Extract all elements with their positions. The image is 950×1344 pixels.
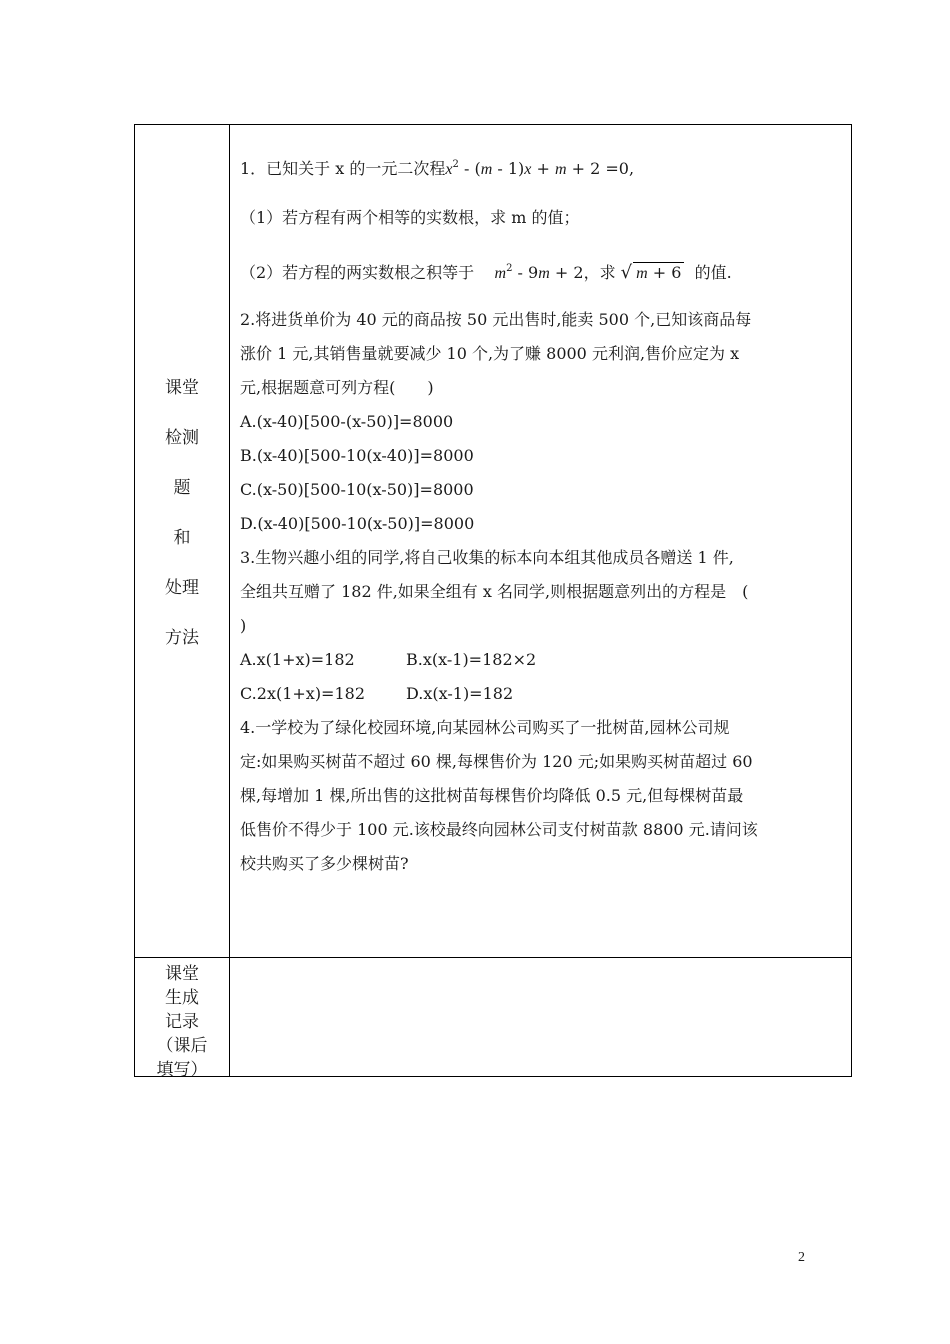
q2-option-d: D.(x-40)[500-10(x-50)]=8000 — [240, 514, 475, 533]
lesson-table — [134, 124, 852, 1080]
label-line: 生成 — [165, 988, 199, 1008]
q1-part2-m2: m — [538, 265, 550, 282]
label-line: 方法 — [165, 628, 199, 648]
q1-part2-m: m — [494, 265, 507, 282]
q1-part2 — [240, 246, 845, 297]
label-cell-check — [135, 125, 230, 958]
record-cell[interactable] — [230, 958, 852, 1077]
q3-options-row1 — [240, 643, 845, 677]
q4-line2: 定:如果购买树苗不超过 60 棵,每棵售价为 120 元;如果购买树苗超过 60 — [240, 752, 753, 771]
label-line: 题 — [173, 478, 191, 498]
q2-line1: 2.将进货单价为 40 元的商品按 50 元出售时,能卖 500 个,已知该商品每 — [240, 310, 752, 329]
q1-part2-mid: ，求 — [583, 263, 616, 282]
q1-part1: （1）若方程有两个相等的实数根，求 m 的值； — [240, 208, 580, 227]
q1-eq-end: + 2 =0, — [566, 159, 635, 178]
q2-option-b: B.(x-40)[500-10(x-40)]=8000 — [240, 446, 474, 465]
label-line: 处理 — [165, 578, 199, 598]
q4-line3: 棵,每增加 1 棵,所出售的这批树苗每棵售价均降低 0.5 元,但每棵树苗最 — [240, 786, 744, 805]
q1-sqrt-m: m — [636, 265, 648, 282]
label-line: 检测 — [165, 428, 199, 448]
q1-intro: 1．已知关于 x 的一元二次程 — [240, 159, 446, 178]
q1-eq-sup: 2 — [452, 159, 459, 170]
sqrt-icon: √ — [620, 262, 633, 283]
q1-stem — [240, 145, 845, 190]
q3-option-c: C.2x(1+x)=182 — [240, 684, 365, 703]
q2-line3: 元,根据题意可列方程( ) — [240, 378, 434, 397]
q1-eq-m2: m — [554, 161, 567, 178]
q3-line3: ) — [240, 616, 247, 635]
q2-option-a: A.(x-40)[500-(x-50)]=8000 — [240, 412, 454, 431]
page-number: 2 — [798, 1250, 805, 1265]
questions-cell — [230, 125, 852, 958]
q1-sqrt — [633, 262, 684, 284]
q1-part2-post: 的值. — [694, 263, 732, 282]
q1-eq-x: x — [445, 161, 453, 178]
q1-eq-mid2: - 1) — [492, 159, 525, 178]
q3-options-row2 — [240, 677, 845, 711]
q2-option-c: C.(x-50)[500-10(x-50)]=8000 — [240, 480, 474, 499]
q1-eq-plus: + — [531, 159, 555, 178]
label-line: 和 — [173, 528, 191, 548]
q3-line2: 全组共互赠了 182 件,如果全组有 x 名同学,则根据题意列出的方程是 ( — [240, 582, 749, 601]
q3-option-d: D.x(x-1)=182 — [406, 684, 514, 703]
q4-line5: 校共购买了多少棵树苗? — [240, 854, 409, 873]
label-line: 课堂 — [165, 378, 199, 398]
q3-option-b: B.x(x-1)=182×2 — [406, 650, 537, 669]
q1-eq-x2: x — [524, 161, 532, 178]
q1-sqrt-rest: + 6 — [647, 263, 682, 282]
q4-line1: 4.一学校为了绿化校园环境,向某园林公司购买了一批树苗,园林公司规 — [240, 718, 730, 737]
q3-line1: 3.生物兴趣小组的同学,将自己收集的标本向本组其他成员各赠送 1 件, — [240, 548, 734, 567]
q1-part2-pre: （2）若方程的两实数根之积等于 — [240, 263, 475, 282]
label-line: （课后 — [156, 1036, 208, 1056]
label-line: 课堂 — [165, 964, 199, 984]
q1-eq-m1: m — [480, 161, 493, 178]
q1-eq-mid: - ( — [458, 159, 481, 178]
q3-option-a: A.x(1+x)=182 — [240, 650, 355, 669]
q4-line4: 低售价不得少于 100 元.该校最终向园林公司支付树苗款 8800 元.请问该 — [240, 820, 758, 839]
q1-part2-sup: 2 — [506, 263, 513, 274]
label-line: 记录 — [165, 1012, 199, 1032]
q2-line2: 涨价 1 元,其销售量就要减少 10 个,为了赚 8000 元利润,售价应定为 x — [240, 344, 740, 363]
q1-part2-expr: - 9 — [512, 263, 539, 282]
q1-part2-expr2: + 2 — [549, 263, 584, 282]
label-line: 填写） — [156, 1060, 208, 1080]
label-cell-record — [135, 958, 230, 1080]
